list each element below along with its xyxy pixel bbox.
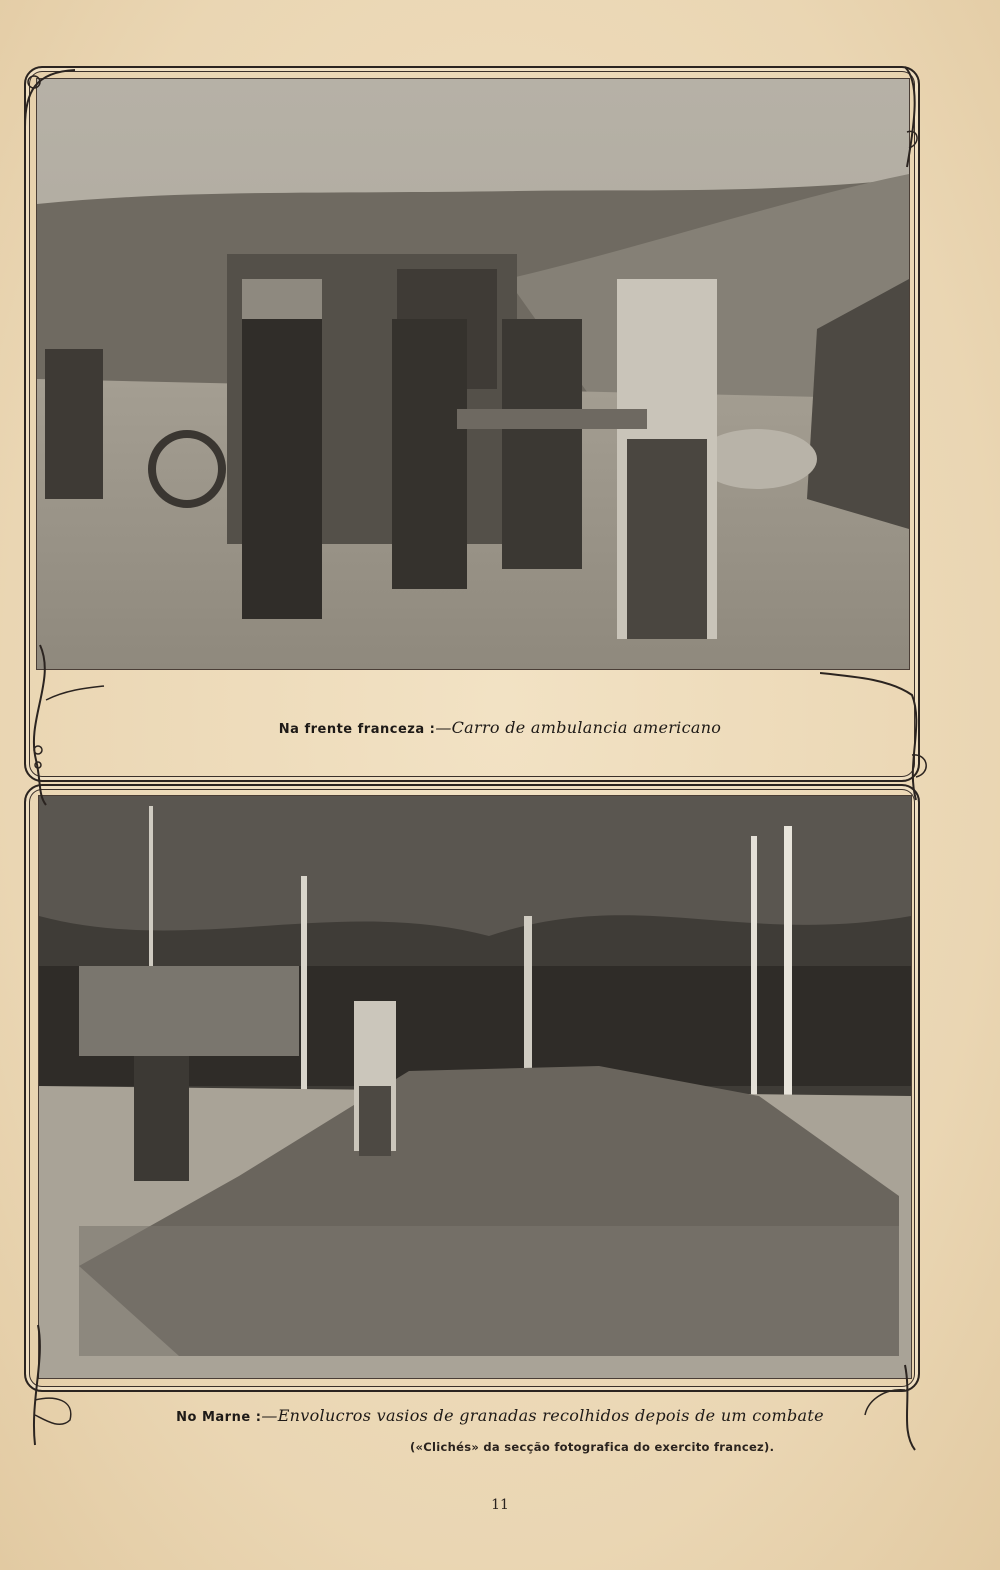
bottom-left-ornament xyxy=(20,1320,80,1450)
ambulance-photo xyxy=(36,78,910,670)
photo-credit: («Clichés» da secção fotografica do exercito francez). xyxy=(410,1440,775,1454)
middle-left-ornament xyxy=(16,640,106,810)
page-number: 11 xyxy=(491,1497,509,1513)
shell-casings-photo-image xyxy=(39,796,911,1378)
top-caption-lead: Na frente franceza : xyxy=(278,722,436,737)
bottom-right-ornament xyxy=(860,1360,930,1455)
bottom-caption-lead: No Marne : xyxy=(176,1410,262,1425)
shell-casings-photo xyxy=(38,795,912,1379)
middle-right-ornament xyxy=(820,655,935,805)
top-right-ornament xyxy=(885,62,925,172)
top-left-ornament xyxy=(20,62,80,132)
top-caption-text: —Carro de ambulancia americano xyxy=(435,718,722,737)
bottom-caption-text: —Envolucros vasios de granadas recolhidos depois de um combate xyxy=(261,1406,824,1425)
bottom-photo-caption xyxy=(0,1406,1000,1425)
ambulance-photo-image xyxy=(37,79,909,669)
